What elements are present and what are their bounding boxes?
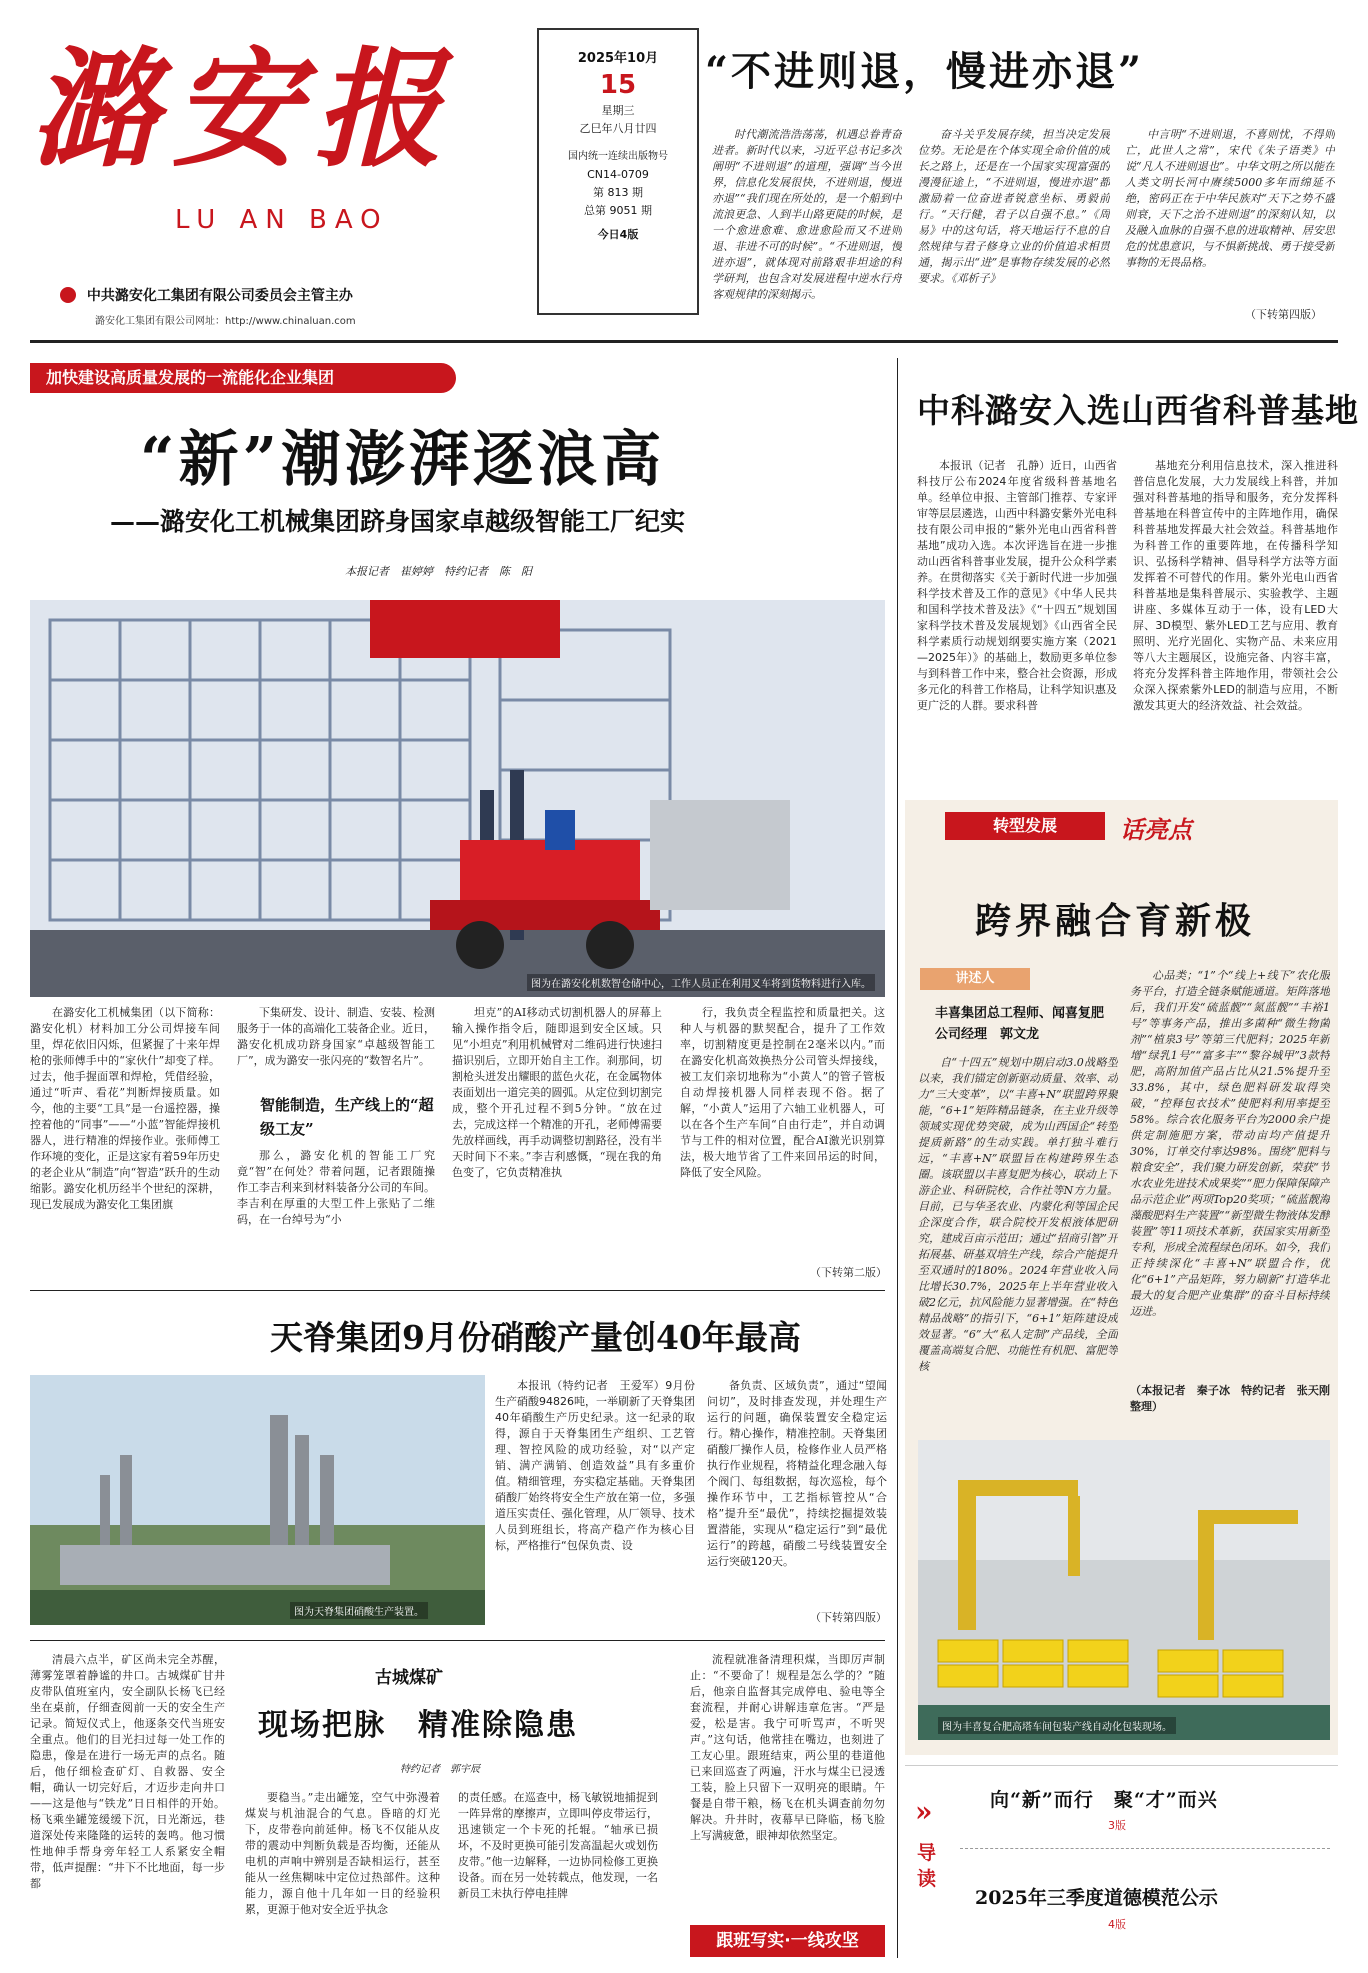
lead-photo bbox=[30, 600, 885, 997]
dateline-box bbox=[537, 28, 699, 315]
guide-item-1-page: 3版 bbox=[1108, 1819, 1126, 1832]
lead-col-4: 行，我负责全程监控和质量把关。这种人与机器的默契配合，提升了工作效率，切割精度更是控制在2毫米以内。”而在潞安化机高效换热分公司管头焊接线，被工友们亲切地称为“小黄人”的管子管板自动焊接机器人同样表现不俗。据了解，“小黄人”运用了六轴工业机器人，可以在各个生产车间“自由行走”，并自动调节与工件的相对位置，配合AI激光识别算法，极大地节省了工件来回吊运的时间，降低了安全风险。 bbox=[680, 1006, 885, 1179]
tianji-continued: （下转第四版） bbox=[810, 1611, 887, 1624]
tianji-top-rule bbox=[30, 1290, 885, 1291]
tianji-col-1: 本报讯（特约记者 王爱军）9月份生产硝酸94826吨，一举刷新了天脊集团40年硝酸生产历史纪录。这一纪录的取得，源自于天脊集团生产组织、工艺管理、智控风险的成功经验，对“以产定销、满产满销、创造效益”具有多重价值。精细管理，夯实稳定基础。天脊集团硝酸厂始终将安全生产放在第一位，多强道压实责任、强化管理，从厂领导、技术人员到班组长，将高产稳产作为核心目标，严格推行“包保负责、设 bbox=[495, 1379, 695, 1552]
serial-label: 国内统一连续出版物号 bbox=[568, 151, 668, 162]
lead-col-3: 坦克”的AI移动式切割机器人的屏幕上输入操作指令后，随即退到安全区域。只见“小坦克”利用机械臂对二维码进行快速扫描识别后，立即开始自主工作。刹那间，切割枪头迸发出耀眼的蓝色火花，在金属物体表面划出一道完美的圆弧。从定位到切割完成，整个开孔过程不到5分钟。“放在过去，完成这样一个精准的开孔，老师傅需要先放样画线，再手动调整切割路径，没有半天时间下不来。”李吉利感慨，“现在我的角色变了，它负责精准执 bbox=[452, 1006, 662, 1179]
lead-col-1: 在潞安化工机械集团（以下简称：潞安化机）材料加工分公司焊接车间里，焊花依旧闪烁，但紧握了十来年焊枪的张师傅手中的“家伙什”却变了样。过去，他手握面罩和焊枪，凭借经验，通过“听声、看花”判断焊接质量。如今，他的主要“工具”是一台遥控器，操控着他的“同事”——“小蓝”智能焊接机器人，进行精准的焊接作业。张师傅工作环境的变化，正是这家有着59年历史的老企业从“制造”向“智造”跃升的生动缩影。潞安化机历经半个世纪的深耕，现已发展成为潞安化工集团旗 bbox=[30, 1006, 220, 1211]
guide-chevron-icon: » bbox=[915, 1795, 933, 1828]
commentary-col-3: 中言明“不进则退，不喜则忧，不得则亡，此世人之常”，宋代《朱子语类》中说“凡人不进则退也”。中华文明之所以能在人类文明长河中赓续5000多年而绵延不绝，密码正在于中华民族对“天下之势不盛则衰，天下之治不进则退”的深刻认知，以及融入血脉的自强不息的进取精神、居安思危的忧患意识，与不惧新挑战、勇于接受新事物的无畏品格。 bbox=[1125, 128, 1335, 269]
tianji-photo bbox=[30, 1375, 485, 1625]
feature-tag-right: 话亮点 bbox=[1120, 815, 1192, 844]
tianji-photo-caption: 图为天脊集团硝酸生产装置。 bbox=[290, 1602, 428, 1619]
feature-tag-left: 转型发展 bbox=[945, 812, 1105, 840]
website-line: 潞安化工集团有限公司网址：http://www.chinaluan.com bbox=[95, 316, 356, 327]
speaker-name: 丰喜集团总工程师、闻喜复肥公司经理 郭文龙 bbox=[935, 1006, 1105, 1042]
pages-today: 今日4版 bbox=[597, 228, 639, 241]
guide-label: 导读 bbox=[917, 1842, 937, 1890]
serial-cn: CN14-0709 bbox=[587, 168, 649, 181]
science-col-1: 本报讯（记者 孔静）近日，山西省科技厅公布2024年度省级科普基地名单。经单位申报、主管部门推荐、专家评审等层层遴选，山西中科潞安紫外光电科技有限公司申报的“紫外光电山西省科普基地”成功入选。本次评选旨在进一步推动山西省科普事业发展，提升公众科学素养。在贯彻落实《关于新时代进一步加强科学技术普及工作的意见》《中华人民共和国科学技术普及法》《“十四五”规划国家科学技术普及发展规划》《山西省全民科学素质行动规划纲要实施方案（2021—2025年）》的基础上，数励更多单位参与到科普工作中来，整合社会资源，形成多元化的科普工作格局，让科学知识惠及更广泛的人群。要求科普 bbox=[917, 459, 1117, 712]
lead-section-tag: 加快建设高质量发展的一流能化企业集团 bbox=[30, 363, 456, 393]
column-divider bbox=[897, 358, 898, 1958]
coal-col-4: 流程就准备清理积煤，当即厉声制止：“不要命了！规程是怎么学的？”随后，他亲自监督其完成停电、验电等全套流程，并耐心讲解违章危害。“严是爱，松是害。我宁可听骂声，不听哭声。”这句话，他常挂在嘴边，也刻进了工友心里。跟班结束，两公里的巷道他已来回巡查了两遍，汗水与煤尘已浸透工装，脸上只留下一双明亮的眼睛。午餐是自带干粮，杨飞在机头调查前勿勿解决。升井时，夜幕早已降临，杨飞脸上写满疲惫，眼神却依然坚定。 bbox=[690, 1653, 885, 1842]
masthead-title: 潞安报 bbox=[30, 35, 457, 185]
coal-tag: 跟班写实·一线攻坚 bbox=[690, 1925, 885, 1957]
tianji-headline: 天脊集团9月份硝酸产量创40年最高 bbox=[270, 1318, 801, 1357]
guide-item-1[interactable]: 向“新”而行 聚“才”而兴 bbox=[990, 1789, 1218, 1811]
guide-divider bbox=[960, 1848, 1330, 1849]
guide-item-2-page: 4版 bbox=[1108, 1918, 1126, 1931]
masthead-rule bbox=[30, 340, 1338, 343]
commentary-headline: “不进则退，慢进亦退” bbox=[705, 48, 1145, 95]
coal-top-rule bbox=[30, 1640, 885, 1641]
feature-photo-caption: 图为丰喜复合肥高塔车间包装产线自动化包装现场。 bbox=[938, 1717, 1176, 1734]
issue-total: 总第 9051 期 bbox=[584, 204, 652, 217]
tianji-col-2: 备负责、区域负责”，通过“望闻问切”，及时排查发现，并处理生产运行的问题，确保装置安全稳定运行。精心操作，精准控制。天脊集团硝酸厂操作人员，检修作业人员严格执行作业规程，将精益化理念融入每个阀门、每组数据，每次巡检，每个操作环节中，工艺指标管控从“合格”提升至“最优”，持续挖掘提效装置潜能，实现从“稳定运行”到“最优运行”的跨越，硝酸二号线装置安全运行突破120天。 bbox=[707, 1379, 887, 1568]
party-emblem-icon bbox=[60, 287, 76, 303]
science-headline: 中科潞安入选山西省科普基地 bbox=[917, 391, 1359, 430]
guide-item-2[interactable]: 2025年三季度道德模范公示 bbox=[975, 1887, 1218, 1909]
feature-col-1: 自“十四五”规划中期启动3.0战略型以来，我们锚定创新驱动质量、效率、动力“三大变革”，以“丰喜+N”联盟跨界聚能，“6+1”矩阵精品链条，在主业升级等领域实现优势突破，成为山西国企“转型提质新路”的生动实践。单打独斗难行远，“丰喜+N”联盟旨在构建跨界生态圈。该联盟以丰喜复肥为核心，联动上下游企业、科研院校，合作社等N方力量。目前，已与华圣农业、内蒙化利等国企民企深度合作，联合院校开发根液体肥研究，建成百亩示范田；通过“招商引智”开拓展基、研基双培生产线，综合产能提升至双通时的180%。2024年营业收入同比增长30.7%，2025年上半年营业收入破2亿元，抗风险能力显著增强。在“特色精品战略”的指引下，“6+1”矩阵建设成效显著。“6”大“私人定制”产品线，全面覆盖高端复合肥、功能性有机肥、富肥等核 bbox=[918, 1056, 1118, 1373]
coal-byline: 特约记者 郭宇辰 bbox=[400, 1764, 480, 1775]
lead-photo-caption: 图为在潞安化机数智仓储中心，工作人员正在利用叉车将到货物料进行入库。 bbox=[527, 974, 875, 991]
feature-col-2: 心品类；“1”个“线上+线下”农化服务平台，打造全链条赋能通道。矩阵落地后，我们开发“硫蓝靓”“氮蓝靓”“丰裕1号”等事务产品，推出多菌种“微生物菌剂”“植泉3号”等第三代肥料；2025年新增“绿乳1号”“富多丰”“黎谷城甲”3款特肥，高附加值产品占比从21.5%提升至33.8%，其中，绿色肥料研发取得突破，“控释包衣技术”使肥料利用率提至58%。综合农化服务平台为2000余户提供定制施肥方案，带动亩均产值提升30%，订单交付率达98%。围绕“肥料与粮食安全”，我们聚力研发创新，荣获“节水农业先进技术成果奖”“肥力保障保障产品示范企业”两项Top20奖项；“硫蓝靓海藻酸肥料生产装置”“新型微生物液体发酵装置”等11项技术革新，获国家实用新型专利，形成全流程绿色闭环。如今，我们正持续深化“丰喜+N”联盟合作，优化“6+1”产品矩阵，努力刷新“打造华北最大的复合肥产业集群”的奋斗目标持续迈进。 bbox=[1130, 969, 1330, 1318]
lead-subheading: 智能制造，生产线上的“超级工友” bbox=[260, 1096, 434, 1138]
lead-subhead: ——潞安化工机械集团跻身国家卓越级智能工厂纪实 bbox=[110, 507, 686, 536]
lead-col-2b: 那么，潞安化机的智能工厂究竟“智”在何处？带着问题，记者跟随操作工李吉利来到材料装备分公司的车间。李吉利在厚重的大型工件上张贴了二维码，在一台绰号为“小 bbox=[237, 1149, 435, 1226]
coal-col-2: 要稳当。”走出罐笼，空气中弥漫着煤炭与机油混合的气息。昏暗的灯光下，皮带卷向前延伸。杨飞不仅能从皮带的震动中判断负载是否均衡，还能从电机的声响中辨别是否缺相运行，甚至能从一丝焦糊味中定位过热部件。这种能力，源自他十几年如一日的经验积累，更源于他对安全近乎执念 bbox=[245, 1791, 440, 1916]
date-weekday: 星期三 bbox=[601, 104, 635, 117]
masthead-pinyin: LU AN BAO bbox=[175, 205, 389, 235]
science-col-2: 基地充分利用信息技术，深入推进科普信息化发展，大力发展线上科普，并加强对科普基地的指导和服务，充分发挥科普基地在科普宣传中的主阵地作用，确保科普基地发挥最大社会效益。科普基地作为科普工作的重要阵地，在传播科学知识、弘扬科学精神、倡导科学方法等方面发挥着不可替代的作用。紫外光电山西省科普基地是集科普展示、实验教学、主题讲座、多媒体互动于一体，设有LED大屏、3D模型、紫外LED工艺与应用、教育照明、光疗光固化、实物产品、未来应用等八大主题展区，设施完备、内容丰富，将充分发挥科普主阵地作用，带领社会公众深入探索紫外LED的制造与应用，不断激发其更大的经济效益、社会效益。 bbox=[1133, 459, 1338, 712]
plant-illustration bbox=[30, 1375, 485, 1625]
date-day: 15 bbox=[599, 70, 637, 100]
coal-col-3: 的责任感。在巡查中，杨飞敏锐地捕捉到一阵异常的摩擦声，立即叫停皮带运行，迅速锁定一个卡死的托辊。“轴承已损坏，不及时更换可能引发高温起火或划伤皮带。”他一边解释，一边协同检修工更换设备。而在另一处转载点，他发现，一名新员工未执行停电挂牌 bbox=[458, 1791, 658, 1900]
feature-photo bbox=[918, 1440, 1330, 1740]
lead-headline: “新”潮澎湃逐浪高 bbox=[140, 425, 666, 495]
coal-headline: 现场把脉 精准除隐患 bbox=[258, 1708, 578, 1743]
packaging-line-illustration bbox=[918, 1440, 1330, 1740]
lead-byline: 本报记者 崔婷婷 特约记者 陈 阳 bbox=[345, 565, 532, 578]
lead-continued: （下转第二版） bbox=[810, 1266, 887, 1279]
speaker-tag: 讲述人 bbox=[920, 968, 1030, 990]
feature-headline: 跨界融合育新极 bbox=[975, 900, 1256, 942]
issue-number: 第 813 期 bbox=[593, 186, 643, 199]
warehouse-illustration bbox=[30, 600, 885, 997]
coal-col-1: 清晨六点半，矿区尚未完全苏醒，薄雾笼罩着静谧的井口。古城煤矿甘井皮带队值班室内，安全副队长杨飞已经坐在桌前，仔细查阅前一天的安全生产记录。简短仪式上，他逐条交代当班安全重点。他们的目光扫过每一处工作的隐患，像是在进行一场无声的点名。随后，他仔细检查矿灯、自救器、安全帽，确认一切完好后，才迈步走向井口——这是他与“铁龙”日日相伴的开始。杨飞乘坐罐笼缓缓下沉，日光渐远，巷道深处传来隆隆的运转的轰鸣。他习惯性地伸手帮身旁年轻工人系紧安全帽带，低声提醒：“井下不比地面，每一步都 bbox=[30, 1653, 225, 1890]
masthead-logo bbox=[30, 25, 510, 245]
commentary-col-2: 奋斗关乎发展存续，担当决定发展位势。无论是在个体实现全命价值的成长之路上，还是在一个国家实现富强的漫漫征途上，“不进则退，慢进亦退”都激励着一位奋进者锐意坐标、勇毅前行。“天行健，君子以自强不息。”《周易》中的这句话，将天地运行不息的自然规律与君子修身立业的价值追求相贯通，揭示出“进”是事物存续发展的必然要求。《邓析子》 bbox=[918, 128, 1110, 285]
sponsor-line bbox=[60, 285, 353, 305]
coal-kicker: 古城煤矿 bbox=[375, 1668, 443, 1688]
commentary-continued: （下转第四版） bbox=[1245, 308, 1322, 321]
date-lunar: 乙巳年八月廿四 bbox=[579, 122, 657, 135]
date-year-month: 2025年10月 bbox=[577, 51, 659, 66]
sponsor-text: 中共潞安化工集团有限公司委员会主管主办 bbox=[86, 288, 353, 304]
feature-byline: （本报记者 秦子冰 特约记者 张天刚整理） bbox=[1130, 1384, 1330, 1413]
lead-col-2: 下集研发、设计、制造、安装、检测服务于一体的高端化工装备企业。近日，潞安化机成功跻身国家“卓越级智能工厂”，成为潞安一张闪亮的“数智名片”。 bbox=[237, 1006, 435, 1067]
commentary-col-1: 时代潮流浩浩荡荡，机遇总眷青奋进者。新时代以来，习近平总书记多次阐明“不进则退”的道理，强调“当今世界，信息化发展很快，不进则退，慢进亦退”“我们现在所处的，是一个船到中流浪更急、人到半山路更陡的时候，是一个愈进愈难、愈进愈险而又不进则退、非进不可的时候”。“不进则退，慢进亦退”，就体现对前路艰非坦途的科学研判，也包含对发展进程中逆水行舟客观规律的深刻揭示。 bbox=[712, 128, 902, 301]
